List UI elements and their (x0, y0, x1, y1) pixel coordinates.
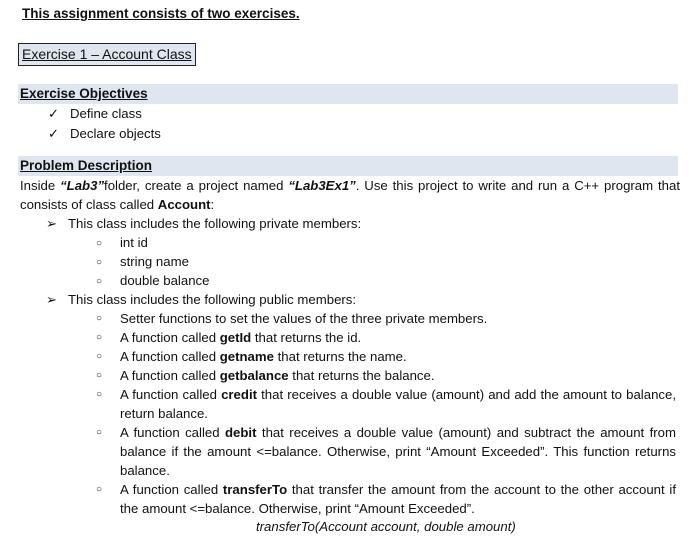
circle-bullet-icon: ○ (96, 276, 103, 287)
public-member: ○ Setter functions to set the values of the three private members. (96, 311, 488, 326)
arrow-bullet-icon: ➢ (46, 216, 58, 231)
circle-bullet-icon: ○ (96, 427, 103, 438)
private-member: ○ string name (96, 252, 189, 272)
private-member: ○ double balance (96, 271, 209, 291)
method-signature: transferTo(Account account, double amount) (256, 519, 516, 534)
exercise-title: Exercise 1 – Account Class (18, 43, 196, 66)
private-intro: ➢ This class includes the following private members: (46, 216, 362, 231)
circle-bullet-icon: ○ (96, 389, 103, 400)
circle-bullet-icon: ○ (96, 238, 103, 249)
objective-item: ✓ Define class (48, 106, 142, 121)
public-member: ○ A function called transferTo that transfer the amount from the account to the other account if the amount <=balance. Otherwise, print “Amount Exceeded”. (96, 482, 676, 516)
public-member: ○ A function called credit that receives a double value (amount) and add the amount to balance, return balance. (96, 387, 676, 421)
objectives-heading: Exercise Objectives (20, 86, 148, 101)
public-member: ○ A function called debit that receives a double value (amount) and subtract the amount from balance if the amount <=balance. Otherwise, print “Amount Exceeded”. This function returns balance. (96, 425, 676, 478)
public-member: ○ A function called getId that returns the id. (96, 330, 362, 345)
arrow-bullet-icon: ➢ (46, 292, 58, 307)
circle-bullet-icon: ○ (96, 351, 103, 362)
circle-bullet-icon: ○ (96, 313, 103, 324)
public-intro: ➢ This class includes the following public members: (46, 292, 357, 307)
intro-heading: This assignment consists of two exercises. (22, 6, 300, 21)
circle-bullet-icon: ○ (96, 257, 103, 268)
circle-bullet-icon: ○ (96, 332, 103, 343)
public-member: ○ A function called getbalance that returns the balance. (96, 368, 435, 383)
public-member: ○ A function called getname that returns the name. (96, 349, 407, 364)
objectives-band (18, 84, 678, 104)
objective-item: ✓ Declare objects (48, 126, 161, 141)
check-icon: ✓ (48, 106, 60, 121)
problem-intro: Inside “Lab3”folder, create a project named “Lab3Ex1”. Use this project to write and run a C++ program that consists of class called Account: (20, 178, 680, 212)
check-icon: ✓ (48, 126, 60, 141)
private-member: ○ int id (96, 233, 148, 253)
circle-bullet-icon: ○ (96, 370, 103, 381)
problem-heading: Problem Description (20, 158, 153, 173)
circle-bullet-icon: ○ (96, 484, 103, 495)
problem-band (18, 156, 678, 176)
